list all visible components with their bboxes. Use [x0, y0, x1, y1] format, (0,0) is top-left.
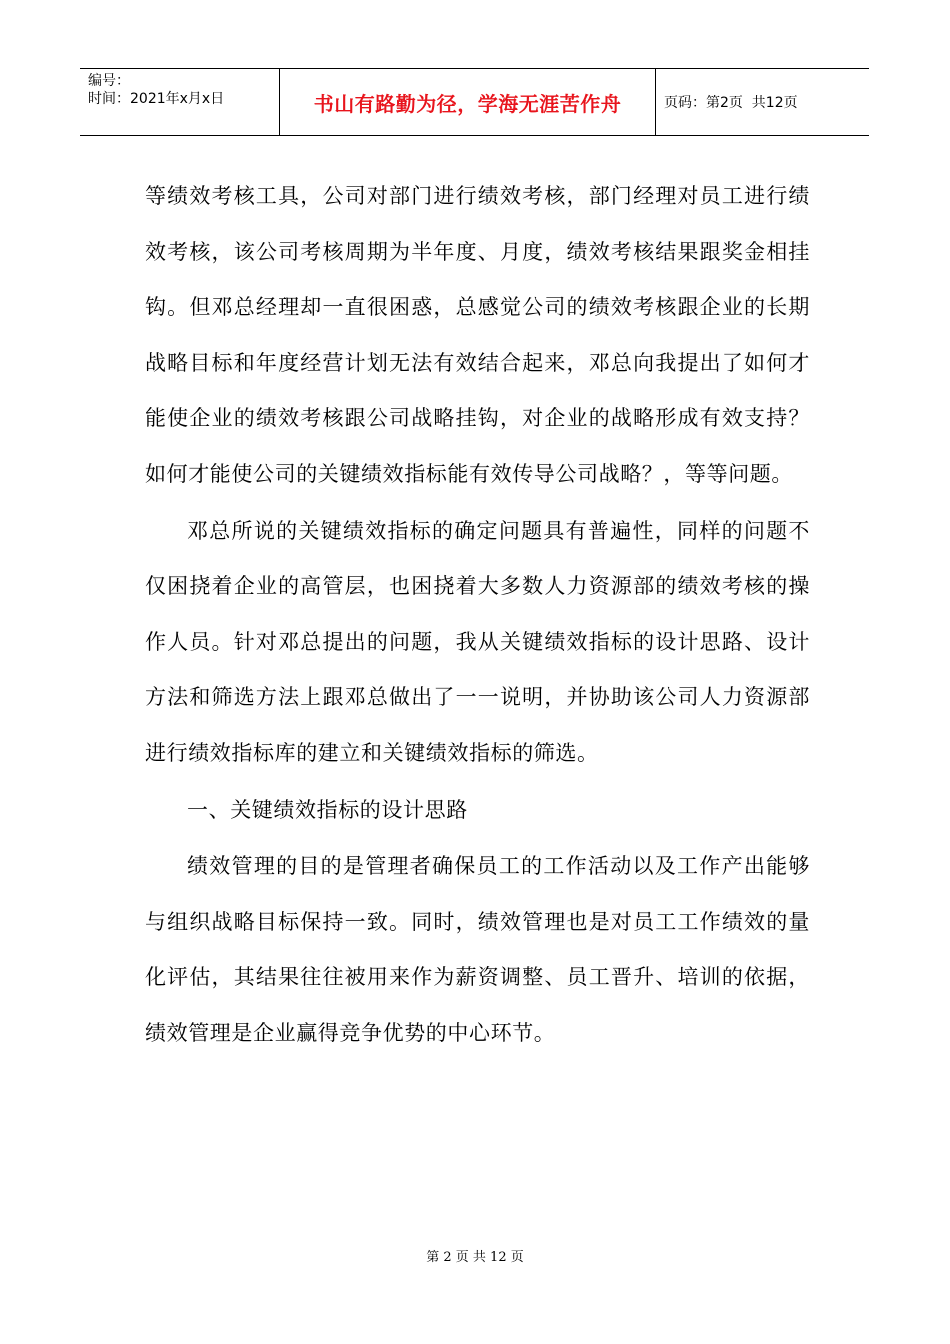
page-header [80, 68, 869, 136]
document-body [145, 169, 810, 1062]
paragraph: 邓总所说的关键绩效指标的确定问题具有普遍性，同样的问题不仅困挠着企业的高管层，也困挠着大多数人力资源部的绩效考核的操作人员。针对邓总提出的问题，我从关键绩效指标的设计思路、设计方法和筛选方法上跟邓总做出了一一说明，并协助该公司人力资源部进行绩效指标库的建立和关键绩效指标的筛选。 [145, 518, 810, 765]
document-number-label: 编号： [88, 73, 130, 89]
header-motto: 书山有路勤为径，学海无涯苦作舟 [280, 69, 656, 135]
paragraph-continuation: 等绩效考核工具，公司对部门进行绩效考核，部门经理对员工进行绩效考核，该公司考核周期为半年度、月度，绩效考核结果跟奖金相挂钩。但邓总经理却一直很困惑，总感觉公司的绩效考核跟企业的长期战略目标和年度经营计划无法有效结合起来，邓总向我提出了如何才能使企业的绩效考核跟公司战略挂钩，对企业的战略形成有效支持？如何才能使公司的关键绩效指标能有效传导公司战略？，等等问题。 [145, 184, 810, 486]
header-meta [80, 69, 280, 135]
document-time-label: 时间：2021年x月x日 [88, 91, 225, 107]
header-page-info: 页码：第2页 共12页 [664, 95, 798, 111]
page-footer: 第 2 页 共 12 页 [426, 1250, 524, 1265]
section-heading: 一、关键绩效指标的设计思路 [187, 797, 468, 822]
paragraph: 绩效管理的目的是管理者确保员工的工作活动以及工作产出能够与组织战略目标保持一致。同时，绩效管理也是对员工工作绩效的量化评估，其结果往往被用来作为薪资调整、员工晋升、培训的依据，绩效管理是企业赢得竞争优势的中心环节。 [145, 854, 810, 1045]
